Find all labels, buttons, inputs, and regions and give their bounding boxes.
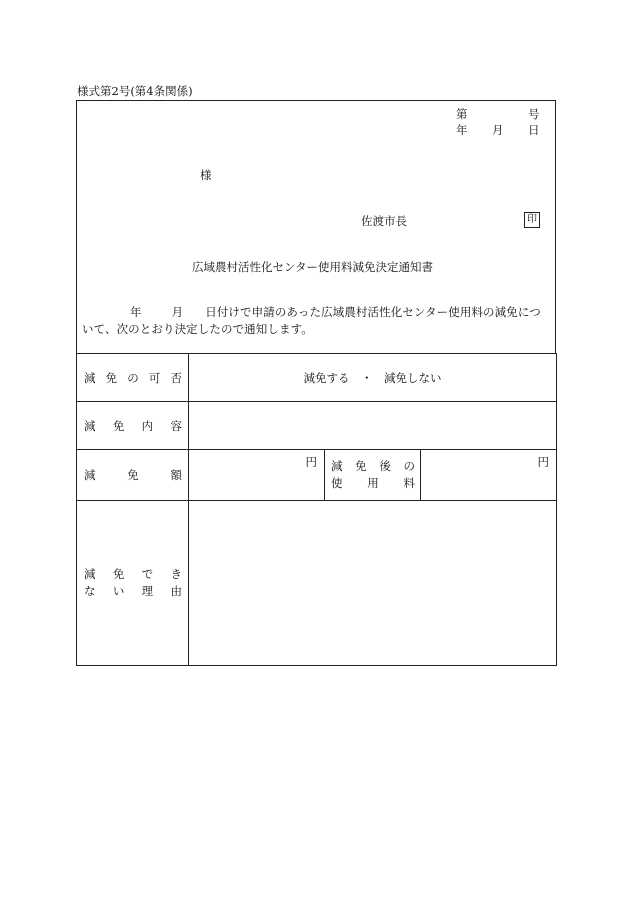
label-char: 免 bbox=[127, 468, 139, 482]
label-char: な bbox=[84, 584, 96, 598]
amount-label-cell bbox=[77, 450, 189, 501]
notice-body bbox=[82, 304, 550, 338]
row-approval bbox=[77, 354, 557, 402]
label-char: 免 bbox=[112, 418, 125, 433]
date-month: 月 bbox=[492, 123, 504, 137]
date-year: 年 bbox=[456, 123, 468, 137]
yen-unit: 円 bbox=[537, 455, 550, 469]
label-char: 由 bbox=[170, 584, 182, 598]
label-char: 否 bbox=[170, 370, 182, 385]
document-title: 広域農村活性化センター使用料減免決定通知書 bbox=[192, 260, 434, 274]
label-char: の bbox=[403, 459, 415, 473]
label-char: 減 bbox=[84, 468, 96, 482]
label-char: 使 bbox=[331, 476, 343, 490]
label-char: 減 bbox=[84, 567, 96, 581]
yen-unit: 円 bbox=[305, 455, 317, 469]
date-day: 日 bbox=[528, 123, 540, 137]
label-char: 減 bbox=[84, 370, 96, 385]
after-fee-value-cell[interactable] bbox=[421, 450, 557, 501]
form-number-label: 様式第2号(第4条関係) bbox=[77, 84, 193, 98]
amount-value-cell[interactable] bbox=[189, 450, 325, 501]
label-char: で bbox=[141, 567, 154, 581]
label-char: 額 bbox=[170, 468, 182, 482]
label-char: い bbox=[112, 584, 125, 598]
seal-mark: 印 bbox=[524, 212, 540, 228]
row-reduction-content bbox=[77, 402, 557, 450]
label-char: 減 bbox=[84, 418, 96, 433]
label-char: 免 bbox=[112, 567, 125, 581]
approval-label-cell bbox=[77, 354, 189, 402]
reason-value-cell[interactable] bbox=[189, 501, 557, 666]
body-text: 日付けで申請のあった広域農村活性化センター使用料の減免について、次のとおり決定したので通知します。 bbox=[82, 305, 541, 336]
label-char: 料 bbox=[403, 476, 415, 490]
decision-table bbox=[76, 353, 557, 666]
label-char: 免 bbox=[355, 459, 367, 473]
row-rejection-reason bbox=[77, 501, 557, 666]
body-year: 年 bbox=[130, 305, 142, 319]
label-char: 後 bbox=[379, 459, 391, 473]
label-char: 内 bbox=[141, 418, 154, 433]
label-char: 理 bbox=[141, 584, 154, 598]
content-label-cell bbox=[77, 402, 189, 450]
row-reduction-amount bbox=[77, 450, 557, 501]
recipient-honorific: 様 bbox=[200, 168, 212, 182]
label-char: 免 bbox=[105, 370, 118, 385]
number-suffix: 号 bbox=[528, 107, 540, 121]
content-value-cell[interactable] bbox=[189, 402, 557, 450]
issuer-name: 佐渡市長 bbox=[361, 214, 407, 228]
reason-label-cell bbox=[77, 501, 189, 666]
after-fee-label-cell bbox=[325, 450, 421, 501]
body-month: 月 bbox=[171, 305, 184, 319]
label-char: 用 bbox=[367, 476, 379, 490]
label-char: 減 bbox=[331, 459, 343, 473]
label-char: き bbox=[170, 567, 182, 581]
label-char: の bbox=[127, 370, 139, 385]
approval-options[interactable]: 減免する ・ 減免しない bbox=[189, 354, 557, 402]
label-char: 可 bbox=[148, 370, 161, 385]
number-prefix: 第 bbox=[456, 107, 468, 121]
label-char: 容 bbox=[170, 418, 182, 433]
